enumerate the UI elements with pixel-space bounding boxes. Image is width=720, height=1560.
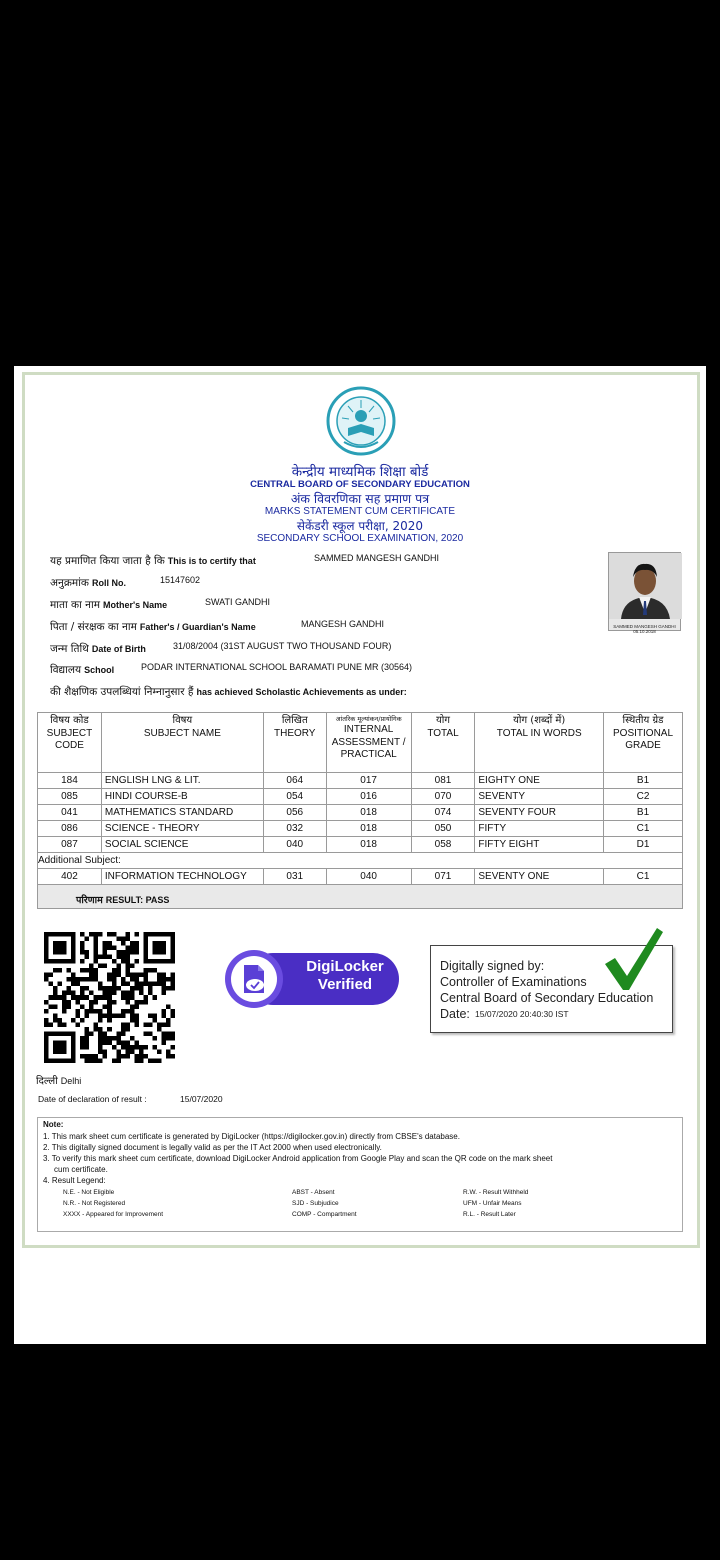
mother-name: SWATI GANDHI <box>205 597 270 607</box>
table-row: 184 ENGLISH LNG & LIT. 064 017 081 EIGHTY ONE B1 <box>38 773 683 789</box>
header-total: योग TOTAL <box>411 713 475 773</box>
check-icon <box>603 928 663 994</box>
table-row: 402 INFORMATION TECHNOLOGY 031 040 071 SEVENTY ONE C1 <box>38 869 683 885</box>
qr-code[interactable] <box>44 932 175 1063</box>
legend-item: UFM - Unfair Means <box>463 1200 522 1207</box>
notes-box <box>37 1117 683 1232</box>
marksheet-page <box>14 366 706 1344</box>
note-item: 4. Result Legend: <box>43 1176 106 1185</box>
date-of-birth: 31/08/2004 (31ST AUGUST TWO THOUSAND FOUR) <box>173 641 392 651</box>
signature-line3: Central Board of Secondary Education <box>440 991 654 1005</box>
legend-item: N.R. - Not Registered <box>63 1200 126 1207</box>
signature-line1: Digitally signed by: <box>440 959 545 973</box>
legend-item: COMP - Compartment <box>292 1211 357 1218</box>
statement-title: MARKS STATEMENT CUM CERTIFICATE <box>264 506 456 517</box>
table-row: 085 HINDI COURSE-B 054 016 070 SEVENTY C2 <box>38 789 683 805</box>
place: दिल्ली Delhi <box>36 1076 82 1087</box>
school-name: PODAR INTERNATIONAL SCHOOL BARAMATI PUNE MR (30564) <box>141 662 413 672</box>
marks-table <box>37 712 683 909</box>
declaration-date-label: Date of declaration of result : <box>38 1094 147 1104</box>
additional-subject-label: Additional Subject: <box>38 853 683 869</box>
cbse-logo <box>326 386 396 456</box>
header-theory: लिखित THEORY <box>263 713 326 773</box>
legend-item: R.W. - Result Withheld <box>463 1189 529 1196</box>
mother-line: माता का नाम Mother's Name SWATI GANDHI <box>50 597 270 611</box>
statement-title-hindi: अंक विवरणिका सह प्रमाण पत्र <box>290 491 430 506</box>
father-name: MANGESH GANDHI <box>301 619 385 629</box>
dob-line: जन्म तिथि Date of Birth 31/08/2004 (31ST AUGUST TWO THOUSAND FOUR) <box>50 641 392 655</box>
result-value: RESULT: PASS <box>105 895 170 905</box>
father-line: पिता / संरक्षक का नाम Father's / Guardian's Name MANGESH GANDHI <box>50 619 385 633</box>
table-row: 086 SCIENCE - THEORY 032 018 050 FIFTY C1 <box>38 821 683 837</box>
header-subject-code: विषय कोड SUBJECT CODE <box>38 713 102 773</box>
student-photo <box>608 552 681 634</box>
note-item: 2. This digitally signed document is legally valid as per the IT Act 2000 when used electronically. <box>43 1143 382 1152</box>
legend-item: XXXX - Appeared for Improvement <box>63 1211 164 1218</box>
certify-line: यह प्रमाणित किया जाता है कि This is to certify that SAMMED MANGESH GANDHI <box>50 553 440 567</box>
roll-line: अनुक्रमांक Roll No. 15147602 <box>50 575 201 589</box>
photo-caption-date: 05.10.2018 <box>633 629 656 634</box>
legend-item: ABST - Absent <box>292 1189 335 1196</box>
legend-item: SJD - Subjudice <box>292 1200 339 1207</box>
legend-item: R.L. - Result Later <box>463 1211 516 1218</box>
digilocker-line2: Verified <box>317 976 373 993</box>
note-title: Note: <box>43 1120 64 1129</box>
note-item: cum certificate. <box>54 1165 108 1174</box>
digilocker-verified-badge <box>225 949 401 1009</box>
note-item: 3. To verify this mark sheet cum certificate, download DigiLocker Android application from Google Play and scan the QR code on the mark sheet <box>43 1154 553 1163</box>
board-name-hindi: केन्द्रीय माध्यमिक शिक्षा बोर्ड <box>291 464 429 480</box>
header-internal-assessment: आंतरिक मूल्यांकन/प्रायोगिक INTERNAL ASSESSMENT / PRACTICAL <box>326 713 411 773</box>
student-name: SAMMED MANGESH GANDHI <box>314 553 440 563</box>
legend-item: N.E. - Not Eligible <box>63 1189 115 1196</box>
exam-title: SECONDARY SCHOOL EXAMINATION, 2020 <box>256 533 464 544</box>
table-row: 087 SOCIAL SCIENCE 040 018 058 FIFTY EIGHT D1 <box>38 837 683 853</box>
exam-title-hindi: सेकेंडरी स्कूल परीक्षा, 2020 <box>296 519 424 533</box>
signature-date: 15/07/2020 20:40:30 IST <box>475 1009 569 1019</box>
roll-number: 15147602 <box>160 575 201 585</box>
achievement-line: की शैक्षणिक उपलब्धियां निम्नानुसार हैं has achieved Scholastic Achievements as under: <box>50 686 407 698</box>
header-positional-grade: स्थितीय ग्रेड POSITIONAL GRADE <box>604 713 683 773</box>
header-subject-name: विषय SUBJECT NAME <box>101 713 263 773</box>
note-item: 1. This mark sheet cum certificate is generated by DigiLocker (https://digilocker.gov.in) directly from CBSE's database. <box>43 1132 460 1141</box>
result-label-hindi: परिणाम <box>76 895 103 906</box>
school-line: विद्यालय School PODAR INTERNATIONAL SCHOOL BARAMATI PUNE MR (30564) <box>50 662 413 676</box>
header-total-in-words: योग (शब्दों में) TOTAL IN WORDS <box>475 713 604 773</box>
digilocker-line1: DigiLocker <box>306 958 384 975</box>
signature-line2: Controller of Examinations <box>440 975 587 989</box>
signature-date-label: Date: <box>440 1007 470 1021</box>
board-name: CENTRAL BOARD OF SECONDARY EDUCATION <box>250 479 470 490</box>
photo-caption-name: SAMMED MANGESH GANDHI <box>613 624 676 629</box>
result-row <box>38 885 683 909</box>
additional-subject-row <box>38 853 683 869</box>
declaration-date: 15/07/2020 <box>180 1094 223 1104</box>
digital-signature-box <box>430 945 673 1033</box>
table-row: 041 MATHEMATICS STANDARD 056 018 074 SEVENTY FOUR B1 <box>38 805 683 821</box>
